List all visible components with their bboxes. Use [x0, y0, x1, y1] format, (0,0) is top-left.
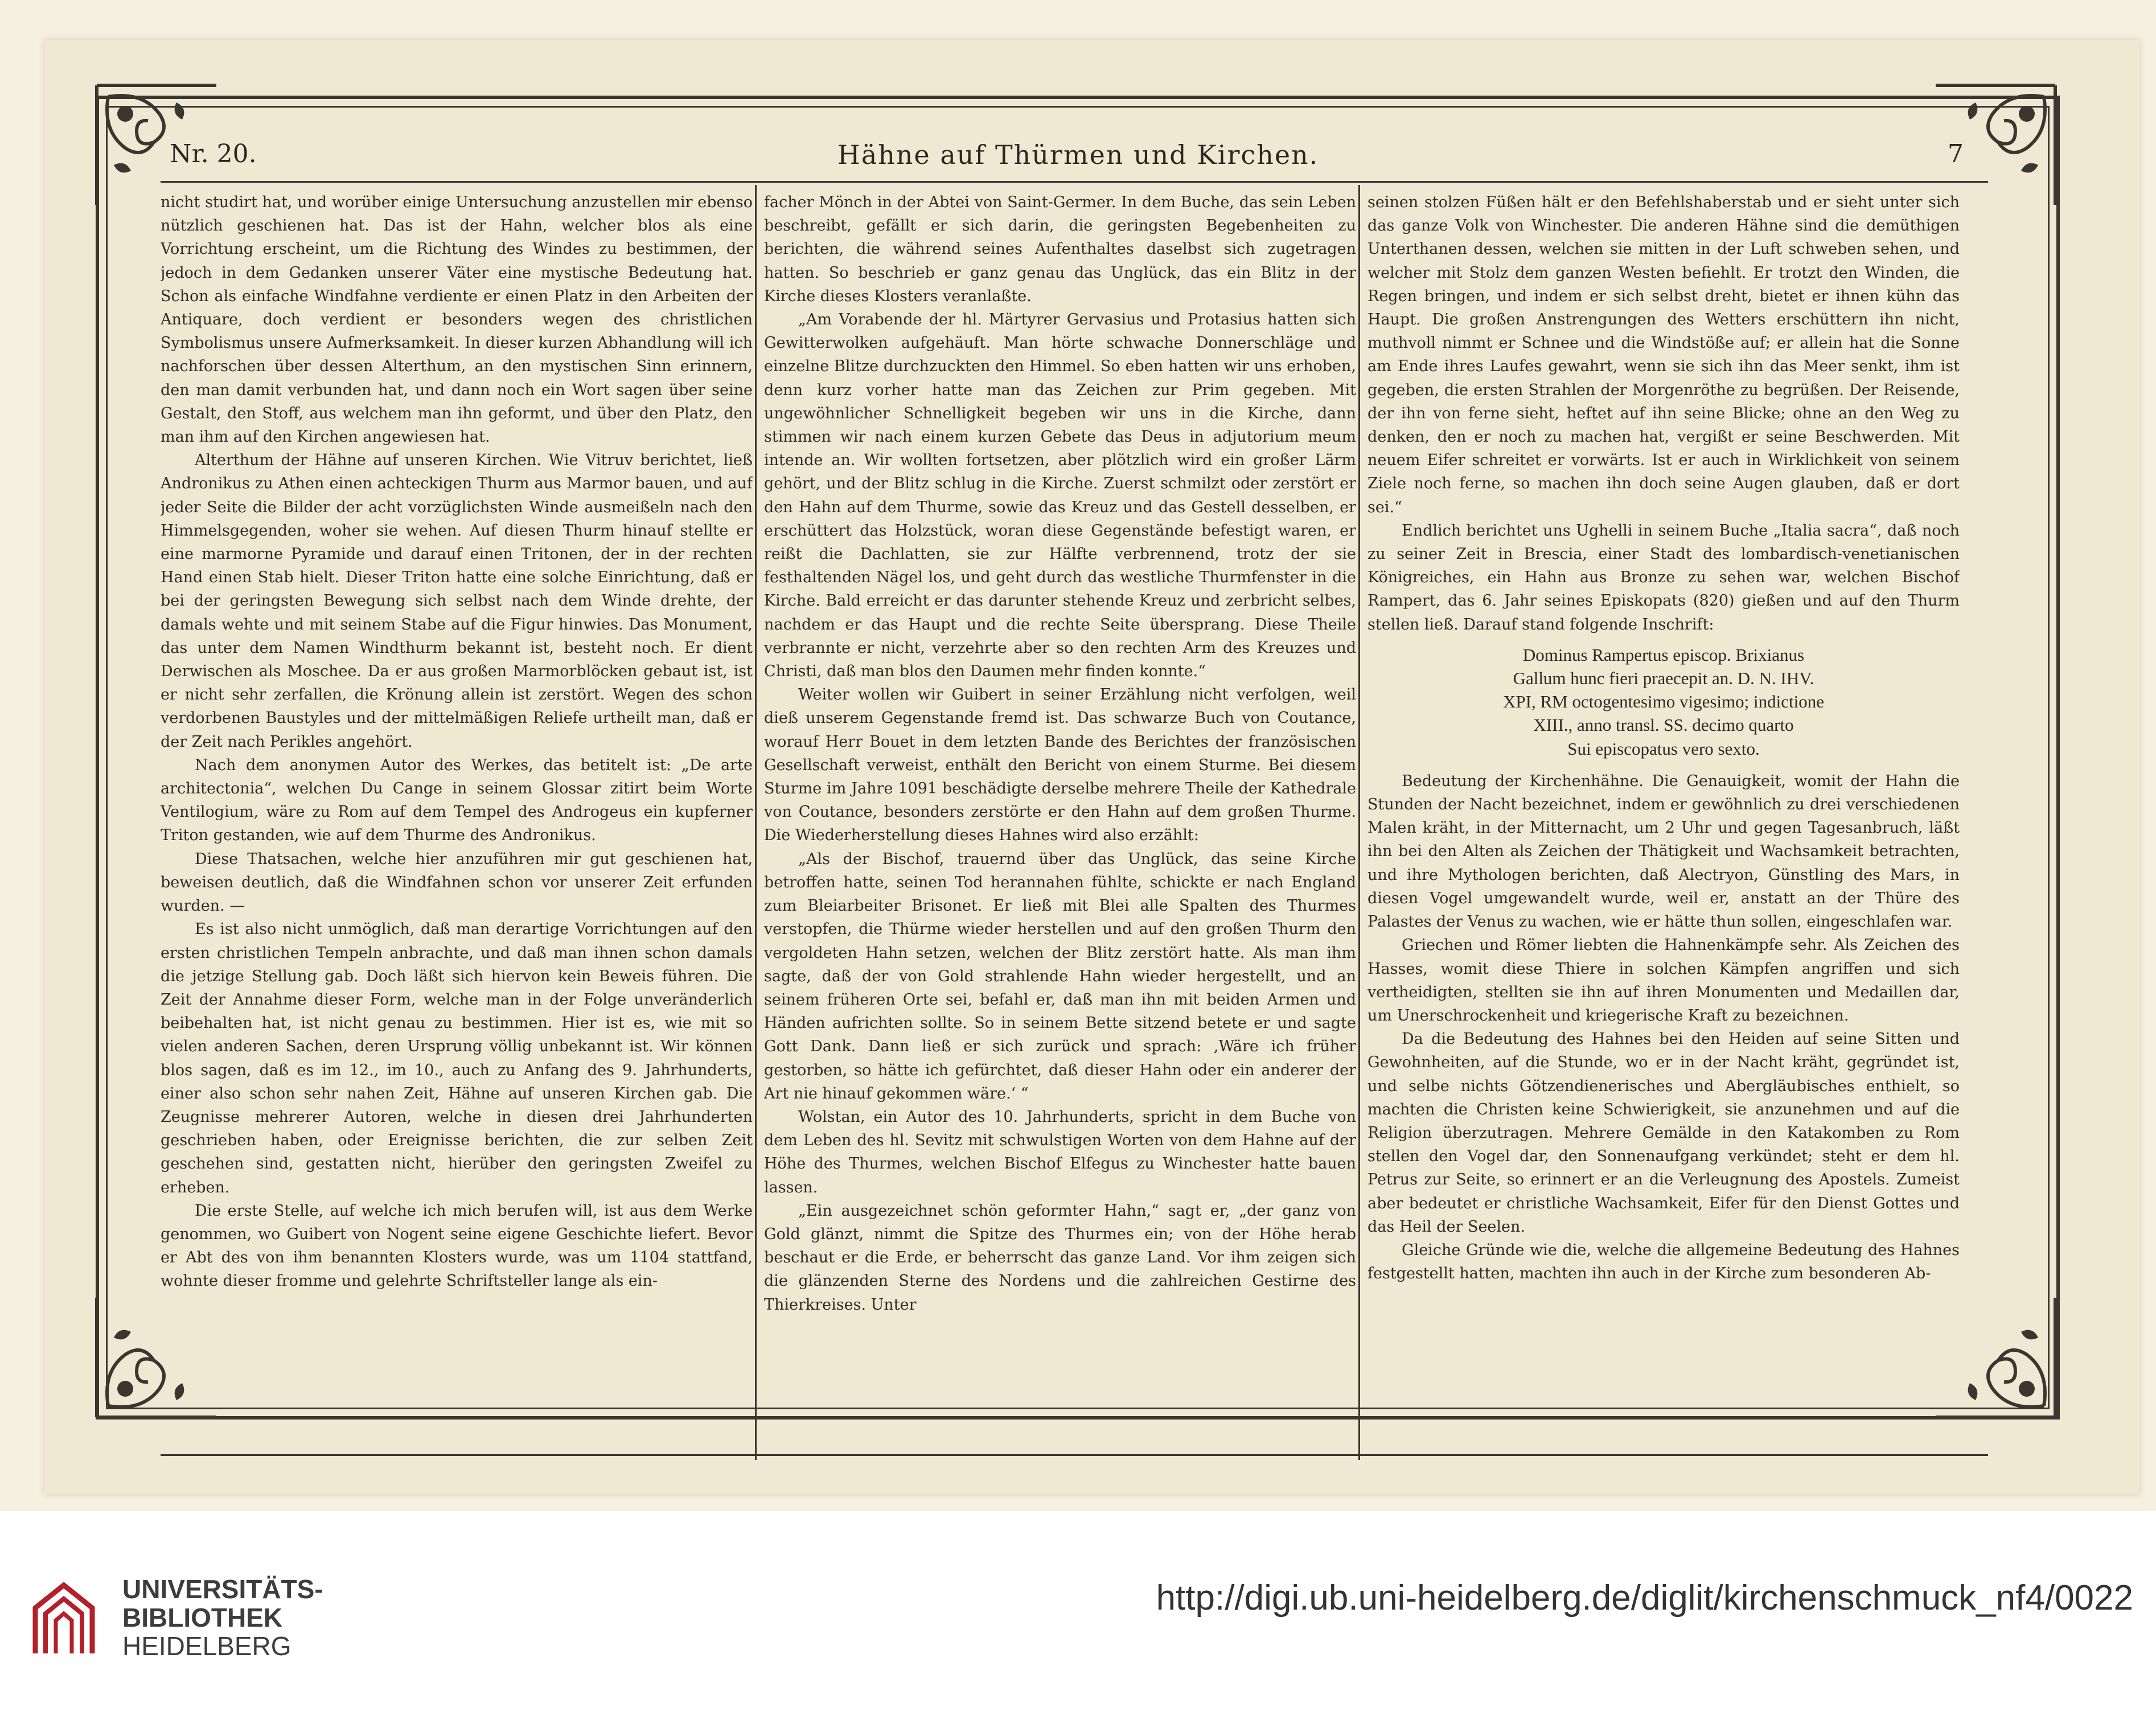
permalink-url[interactable]: http://digi.ub.uni-heidelberg.de/diglit/kirchenschmuck_nf4/0022: [1156, 1578, 2133, 1618]
paragraph: Bedeutung der Kirchenhähne. Die Genauigkeit, womit der Hahn die Stunden der Nacht bezeichnet, indem er gewöhnlich zu drei verschiedenen Malen kräht, in der Mitternacht, um 2 Uhr und gegen Tagesanbruch, läßt ihn bei den Alten als Zeichen der Thätigkeit und Wachsamkeit betrachten, und ihre Mythologen berichten, daß Alectryon, Günstling des Mars, in diesen Vogel umgewandelt wurde, weil er, anstatt an der Thüre des Palastes der Venus zu wachen, wie er hätte thun sollen, eingeschlafen war.: [1367, 772, 1960, 931]
paragraph: Diese Thatsachen, welche hier anzuführen mir gut geschienen hat, beweisen deutlich, daß die Windfahnen schon vor unserer Zeit erfunden wurden. —: [161, 850, 753, 915]
library-name-line1: UNIVERSITÄTS-: [122, 1574, 323, 1604]
paragraph: nicht studirt hat, und worüber einige Untersuchung anzustellen mir ebenso nützlich geschienen hat. Das ist der Hahn, welcher blos als eine Vorrichtung erscheint, um die Richtung des Windes zu bestimmen, der jedoch in dem Gedanken unserer Väter eine mystische Bedeutung hat. Schon als einfache Windfahne verdiente er einen Platz in den Arbeiten der Antiquare, doch verdient er besonders wegen des christlichen Symbolismus unsere Aufmerksamkeit. In dieser kurzen Abhandlung will ich nachforschen über dessen Alterthum, an den mystischen Sinn erinnern, den man damit verbunden hat, und dann noch ein Wort sagen über seine Gestalt, den Stoff, aus welchem man ihn geformt, und über den Platz, den man ihm auf den Kirchen angewiesen hat.: [161, 194, 753, 446]
paragraph: Die erste Stelle, auf welche ich mich berufen will, ist aus dem Werke genommen, wo Guibert von Nogent seine eigene Geschichte liefert. Bevor er Abt des von ihm benannten Klosters wurde, was um 1104 stattfand, wohnte dieser fromme und gelehrte Schriftsteller lange als ein-: [161, 1202, 753, 1290]
paragraph: Gleiche Gründe wie die, welche die allgemeine Bedeutung des Hahnes festgestellt hatten, machten ihn auch in der Kirche zum besonderen Ab-: [1367, 1241, 1960, 1283]
inscription: [1367, 643, 1960, 760]
library-name-line2: BIBLIOTHEK: [122, 1603, 283, 1632]
column-divider: [1358, 185, 1360, 1460]
paragraph: Wolstan, ein Autor des 10. Jahrhunderts, spricht in dem Buche von dem Leben des hl. Sevitz mit schwulstigen Worten von dem Hahne auf der Höhe des Thurmes, welchen Bischof Elfegus zu Winchester hatte bauen lassen.: [764, 1108, 1356, 1196]
bottom-rule: [161, 1454, 1988, 1456]
text-column-2: [764, 191, 1356, 1454]
inscription-line: XIII., anno transl. SS. decimo quarto: [1533, 715, 1794, 735]
issue-number: Nr. 20.: [170, 139, 257, 168]
inscription-line: XPI, RM octogentesimo vigesimo; indictione: [1503, 692, 1824, 712]
inscription-line: Gallum hunc fieri praecepit an. D. N. IHV.: [1513, 668, 1814, 689]
paragraph: „Am Vorabende der hl. Märtyrer Gervasius und Protasius hatten sich Gewitterwolken aufgehäuft. Man hörte schwache Donnerschläge und einzelne Blitze durchzuckten den Himmel. So eben hatten wir uns erhoben, denn kurz vorher hatte man das Zeichen zur Prim gegeben. Mit ungewöhnlicher Schnelligkeit begeben wir uns in die Kirche, dann stimmen wir nach einem kurzen Gebete das Deus in adjutorium meum intende an. Wir wollten fortsetzen, aber plötzlich wird ein großer Lärm gehört, und der Blitz schlug in die Kirche. Zuerst schmilzt oder zerstört er den Hahn auf dem Thurme, sowie das Kreuz und das Gestell desselben, er erschüttert das Holzstück, woran diese Gegenstände befestigt waren, er reißt die Dachlatten, sie zur Hälfte verbrennend, trotz der sie festhaltenden Nägel los, und geht durch das westliche Thurmfenster in die Kirche. Bald erreicht er das darunter stehende Kreuz und zerbricht selbes, nachdem er das Haupt und die rechte Seite übersprang. Diese Theile verbrannte er nicht, verzehrte aber so den rechten Arm des Kreuzes und Christi, daß man blos den Daumen mehr finden konnte.“: [764, 311, 1356, 681]
paragraph: Endlich berichtet uns Ughelli in seinem Buche „Italia sacra“, daß noch zu seiner Zeit in Brescia, einer Stadt des lombardisch-venetianischen Königreiches, ein Hahn aus Bronze zu sehen war, welchen Bischof Rampert, das 6. Jahr seines Episkopats (820) gießen und auf den Thurm stellen ließ. Darauf stand folgende Inschrift:: [1367, 521, 1960, 633]
page-number: 7: [1948, 139, 1964, 168]
paragraph: „Als der Bischof, trauernd über das Unglück, das seine Kirche betroffen hatte, seinen Tod herannahen fühlte, schickte er nach England zum Bleiarbeiter Brisonet. Er ließ mit Blei alle Spalten des Thurmes verstopfen, die Thürme wieder herstellen und auf den großen Thurm den vergoldeten Hahn setzen, welchen der Blitz zerstört hatte. Als man ihm sagte, daß der von Gold strahlende Hahn wieder hergestellt, und an seinem früheren Orte sei, befahl er, daß man ihn mit beiden Armen und Händen aufrichten sollte. So in seinem Bette sitzend betete er und sagte Gott Dank. Dann ließ er sich zurück und sprach: ,Wäre ich früher gestorben, so hätte ich gefürchtet, daß dieser Hahn oder ein anderer der Art nie hinauf gekommen wäre.‘ “: [764, 850, 1356, 1102]
paragraph: Weiter wollen wir Guibert in seiner Erzählung nicht verfolgen, weil dieß unserem Gegenstande fremd ist. Das schwarze Buch von Coutance, worauf Herr Bouet in dem letzten Bande des Berichtes der französischen Gesellschaft verweist, enthält den Bericht von einem Sturme. Bei diesem Sturme im Jahre 1091 beschädigte derselbe mehrere Theile der Kathedrale von Coutance, besonders zerstörte er den Hahn auf dem großen Thurme. Die Wiederherstellung dieses Hahnes wird also erzählt:: [764, 686, 1356, 845]
page-title: Hähne auf Thürmen und Kirchen.: [837, 139, 1319, 170]
inscription-line: Sui episcopatus vero sexto.: [1567, 738, 1760, 759]
university-logo-icon: [24, 1574, 104, 1659]
library-name-line3: HEIDELBERG: [122, 1631, 291, 1661]
paragraph: Nach dem anonymen Autor des Werkes, das betitelt ist: „De arte architectonia“, welchen Du Cange in seinem Glossar zitirt beim Worte Ventilogium, wäre zu Rom auf dem Tempel des Androgeus ein kupferner Triton gestanden, wie auf dem Thurme des Andronikus.: [161, 756, 753, 845]
paragraph: Es ist also nicht unmöglich, daß man derartige Vorrichtungen auf den ersten christlichen Tempeln anbrachte, und daß man ihnen schon damals die jetzige Stellung gab. Doch läßt sich hiervon kein Beweis führen. Die Zeit der Annahme dieser Form, welche man in der Folge unveränderlich beibehalten hat, ist nicht genau zu bestimmen. Hier ist es, wie mit so vielen anderen Sachen, deren Ursprung völlig unbekannt ist. Wir können blos sagen, daß es im 12., im 10., auch zu Anfang des 9. Jahrhunderts, einer also schon sehr nahen Zeit, Hähne auf unseren Kirchen gab. Die Zeugnisse mehrerer Autoren, welche in diesen drei Jahrhunderten geschrieben haben, oder Ereignisse berichten, die zur selben Zeit geschehen sind, gestatten nicht, hierüber den geringsten Zweifel zu erheben.: [161, 920, 753, 1196]
paragraph: Griechen und Römer liebten die Hahnenkämpfe sehr. Als Zeichen des Hasses, womit diese Thiere in solchen Kämpfen angriffen und sich vertheidigten, stellten sie ihn auf ihren Monumenten und Medaillen dar, um Unerschrockenheit und kriegerische Kraft zu bezeichnen.: [1367, 936, 1960, 1024]
header-rule: [161, 181, 1988, 183]
inscription-line: Dominus Rampertus episcop. Brixianus: [1522, 644, 1805, 665]
paragraph: Alterthum der Hähne auf unseren Kirchen. Wie Vitruv berichtet, ließ Andronikus zu Athen einen achteckigen Thurm aus Marmor bauen, und auf jeder Seite die Bilder der acht vorzüglichsten Winde ausmeißeln nach den Himmelsgegenden, woher sie wehen. Auf diesen Thurm hinauf stellte er eine marmorne Pyramide und darauf einen Tritonen, der in der rechten Hand einen Stab hielt. Dieser Triton hatte eine solche Einrichtung, daß er bei der geringsten Bewegung sich selbst nach dem Winde drehte, der damals wehte und mit seinem Stabe auf die Figur hinwies. Das Monument, das unter dem Namen Windthurm bekannt ist, besteht noch. Er dient Derwischen als Moschee. Da er aus großen Marmorblöcken gebaut ist, ist er nicht sehr zerfallen, die Krönung allein ist zerstört. Wegen des schon verdorbenen Baustyles und der mittelmäßigen Reliefe urtheilt man, daß er der Zeit nach Perikles angehört.: [161, 451, 753, 751]
paragraph: „Ein ausgezeichnet schön geformter Hahn,“ sagt er, „der ganz von Gold glänzt, nimmt die Spitze des Thurmes ein; von der Höhe herab beschaut er die Erde, er beherrscht das ganze Land. Vor ihm zeigen sich die glänzenden Sterne des Nordens und die zahlreichen Gestirne des Thierkreises. Unter: [764, 1202, 1356, 1314]
paragraph: Da die Bedeutung des Hahnes bei den Heiden auf seine Sitten und Gewohnheiten, auf die Stunde, wo er in der Nacht kräht, gegründet ist, und selbe nichts Götzendienerisches und Abergläubisches enthielt, so machten die Christen keine Schwierigkeit, sie anzunehmen und auf die Religion überzutragen. Mehrere Gemälde in den Katakomben zu Rom stellen den Vogel dar, den Sonnenaufgang verkündet; steht er dem hl. Petrus zur Seite, so erinnert er an die Verleugnung des Apostels. Zumeist aber bedeutet er christliche Wachsamkeit, Eifer für den Dienst Gottes und das Heil der Seelen.: [1367, 1030, 1960, 1236]
text-column-3: [1367, 191, 1960, 1454]
paragraph: seinen stolzen Füßen hält er den Befehlshaberstab und er sieht unter sich das ganze Volk von Winchester. Die anderen Hähne sind die demüthigen Unterthanen dessen, welchen sie mitten in der Luft schweben sehen, und welcher mit Stolz dem ganzen Westen befiehlt. Er trotzt den Winden, die Regen bringen, und indem er sich selbst dreht, bietet er ihnen kühn das Haupt. Die großen Anstrengungen des Wetters erschüttern ihn nicht, muthvoll nimmt er Schnee und die Windstöße auf; er allein hat die Sonne am Ende ihres Laufes gewahrt, wenn sie sich ihn das Meer senkt, ihm ist gegeben, die ersten Strahlen der Morgenröthe zu begrüßen. Der Reisende, der ihn von ferne sieht, heftet auf ihn seine Blicke; ohne an den Weg zu denken, den er noch zu machen hat, vergißt er seine Beschwerden. Mit neuem Eifer schreitet er vorwärts. Ist er auch in Wirklichkeit von seinem Ziele noch ferne, so machen ihn doch seine Augen glauben, daß er dort sei.“: [1367, 194, 1960, 516]
text-column-1: [161, 191, 753, 1454]
column-divider: [755, 185, 757, 1460]
paragraph: facher Mönch in der Abtei von Saint-Germer. In dem Buche, das sein Leben beschreibt, gefällt er sich darin, die geringsten Begebenheiten zu berichten, die während seines Aufenthaltes daselbst sich zugetragen hatten. So beschrieb er ganz genau das Unglück, das ein Blitz in der Kirche dieses Klosters veranlaßte.: [764, 194, 1356, 305]
